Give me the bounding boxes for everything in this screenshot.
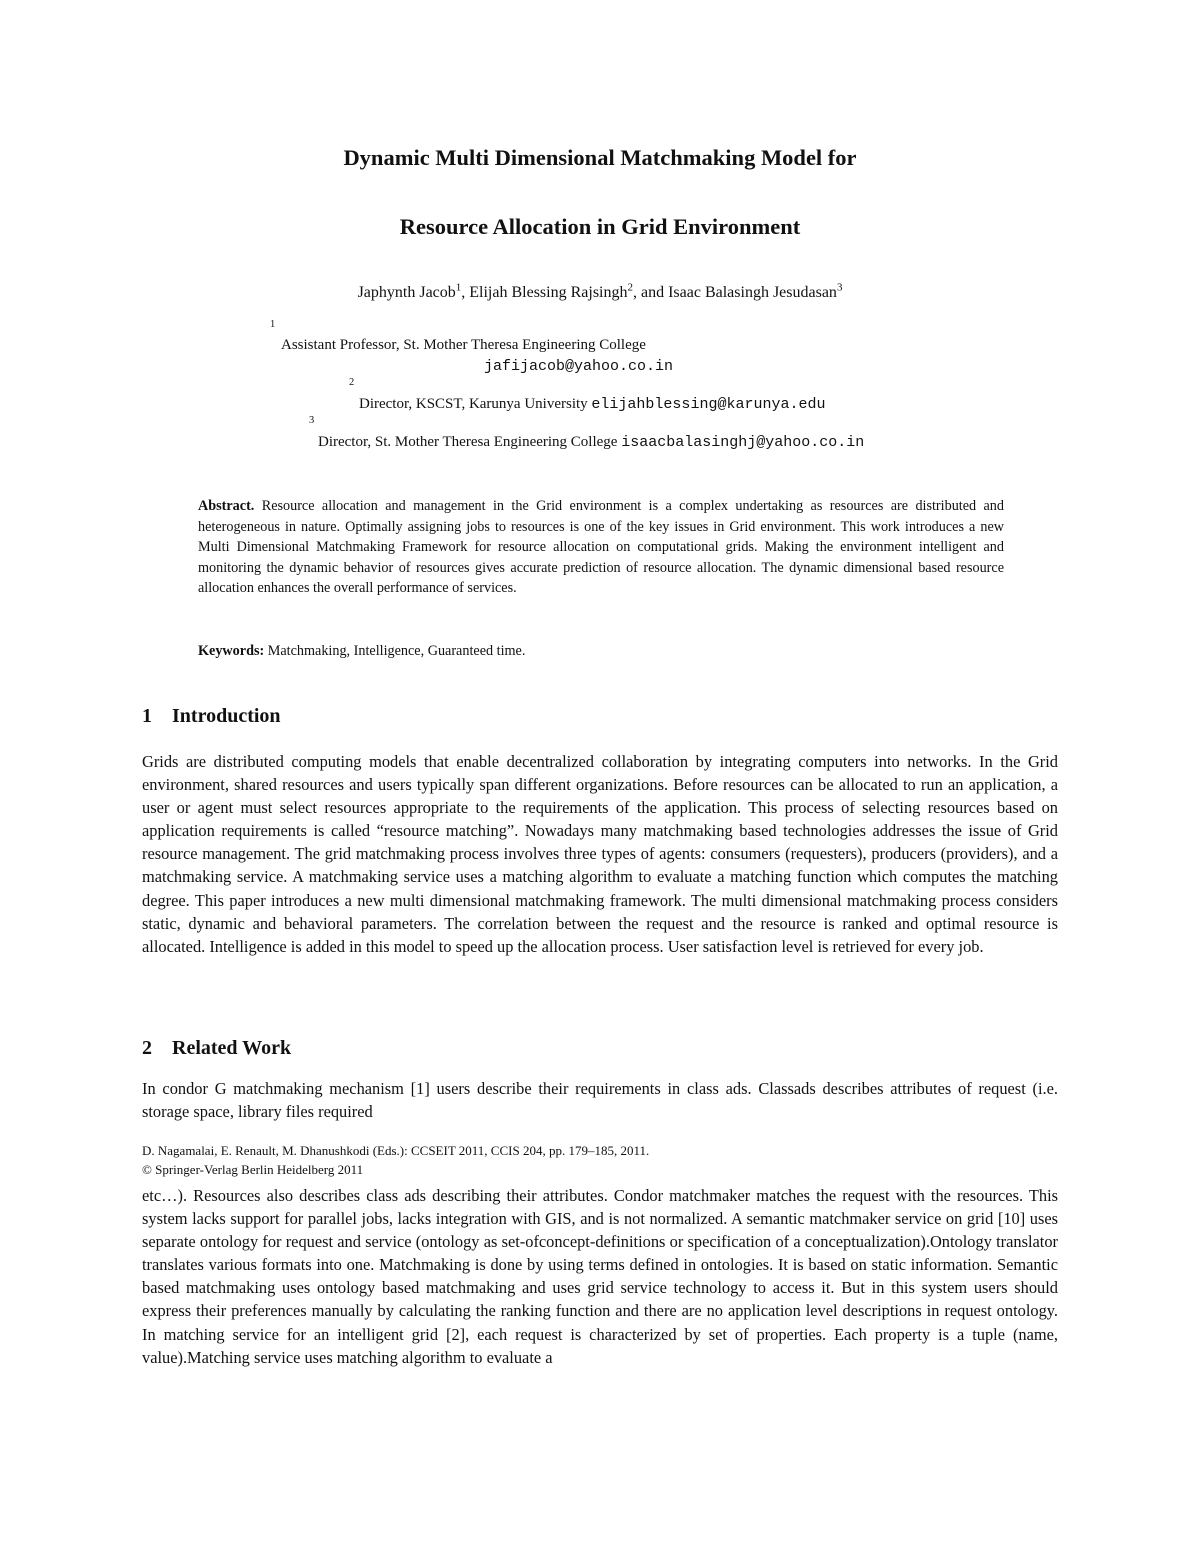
affiliation-2-text: Director, KSCST, Karunya University [359,396,592,412]
affiliation-1-marker: 1 [270,319,276,330]
section-introduction-text: Grids are distributed computing models that enable decentralized collaboration by integrating computers into networks. In the Grid environment, shared resources and users typically span different organizations. Before resources can be allocated to run an application, a user or agent must select resources appropriate to the requirements of the application. This process of selecting resources based on application requirements is called “resource matching”. Nowadays many matchmaking based technologies addresses the issue of Grid resource management. The grid matchmaking process involves three types of agents: consumers (requesters), producers (providers), and a matchmaking service. A matchmaking service uses a matching algorithm to evaluate a matching function which computes the matching degree. This paper introduces a new multi dimensional matchmaking framework. The multi dimensional matchmaking process considers static, dynamic and behavioral parameters. The correlation between the request and the resource is ranked and optimal resource is allocated. Intelligence is added in this model to speed up the allocation process. User satisfaction level is retrieved for every job. [142,752,1058,956]
affiliation-3-marker: 3 [309,415,315,426]
keywords [198,641,1004,662]
section-title: Related Work [172,1037,292,1059]
abstract-label: Abstract. [198,498,255,514]
affiliation-2-marker: 2 [349,377,355,388]
affiliation-2-email: elijahblessing@karunya.edu [591,396,826,413]
keywords-text: Matchmaking, Intelligence, Guaranteed time. [267,643,526,659]
footnote-copyright: © Springer-Verlag Berlin Heidelberg 2011 [142,1162,364,1177]
section-related-work-text: In condor G matchmaking mechanism [1] users describe their requirements in class ads. Classads describes attributes of request (i.e. storage space, library files required [142,1079,1058,1122]
author-sup: 2 [627,281,633,294]
author-separator: , [461,284,470,301]
author-list [0,281,1200,302]
affiliation-1-text: Assistant Professor, St. Mother Theresa Engineering College [281,337,646,353]
abstract-text: Resource allocation and management in the Grid environment is a complex undertaking as resources are distributed and heterogeneous in nature. Optimally assigning jobs to resources is one of the key issues in Grid environment. This work introduces a new Multi Dimensional Matchmaking Framework for resource allocation on computational grids. Making the environment intelligent and monitoring the dynamic behavior of resources gives accurate prediction of resource allocation. The dynamic dimensional based resource allocation enhances the overall performance of services. [198,498,1004,597]
footnote-citation: D. Nagamalai, E. Renault, M. Dhanushkodi (Eds.): CCSEIT 2011, CCIS 204, pp. 179–185, 2011. [142,1143,650,1158]
paper-title-line-2: Resource Allocation in Grid Environment [399,214,801,239]
author-sup: 1 [455,281,462,294]
author-name: Isaac Balasingh Jesudasan [668,284,837,301]
affiliation-3 [318,433,864,451]
keywords-label: Keywords: [198,643,265,659]
affiliation-2 [359,395,825,413]
section-number: 1 [142,705,152,727]
section-number: 2 [142,1037,152,1059]
affiliation-3-email: isaacbalasinghj@yahoo.co.in [621,434,865,451]
section-heading-introduction [142,705,281,728]
abstract [198,496,1004,599]
author-separator: , and [632,284,669,301]
continuation-text: etc…). Resources also describes class ads describing their attributes. Condor matchmaker matches the request with the resources. This system lacks support for parallel jobs, lacks integration with GIS, and is not normalized. A semantic matchmaker service on grid [10] uses separate ontology for request and service (ontology as set-ofconcept-definitions or specification of a conceptualization).Ontology translator translates various formats into one. Matchmaking is done by using terms defined in ontologies. It is based on static information. Semantic based matchmaking uses ontology based matchmaking and uses grid service technology to access it. But in this system users should express their preferences manually by calculating the ranking function and there are no application level descriptions in request ontology. In matching service for an intelligent grid [2], each request is characterized by set of properties. Each property is a tuple (name, value).Matching service uses matching algorithm to evaluate a [142,1186,1058,1367]
section-heading-related-work [142,1037,291,1060]
paper-title-line-1: Dynamic Multi Dimensional Matchmaking Model for [343,145,857,170]
section-title: Introduction [172,705,281,727]
affiliation-1-email: jafijacob@yahoo.co.in [484,358,674,375]
author-name: Japhynth Jacob [357,284,456,301]
author-name: Elijah Blessing Rajsingh [469,284,628,301]
affiliation-3-text: Director, St. Mother Theresa Engineering College [318,434,622,450]
author-sup: 3 [836,281,843,294]
